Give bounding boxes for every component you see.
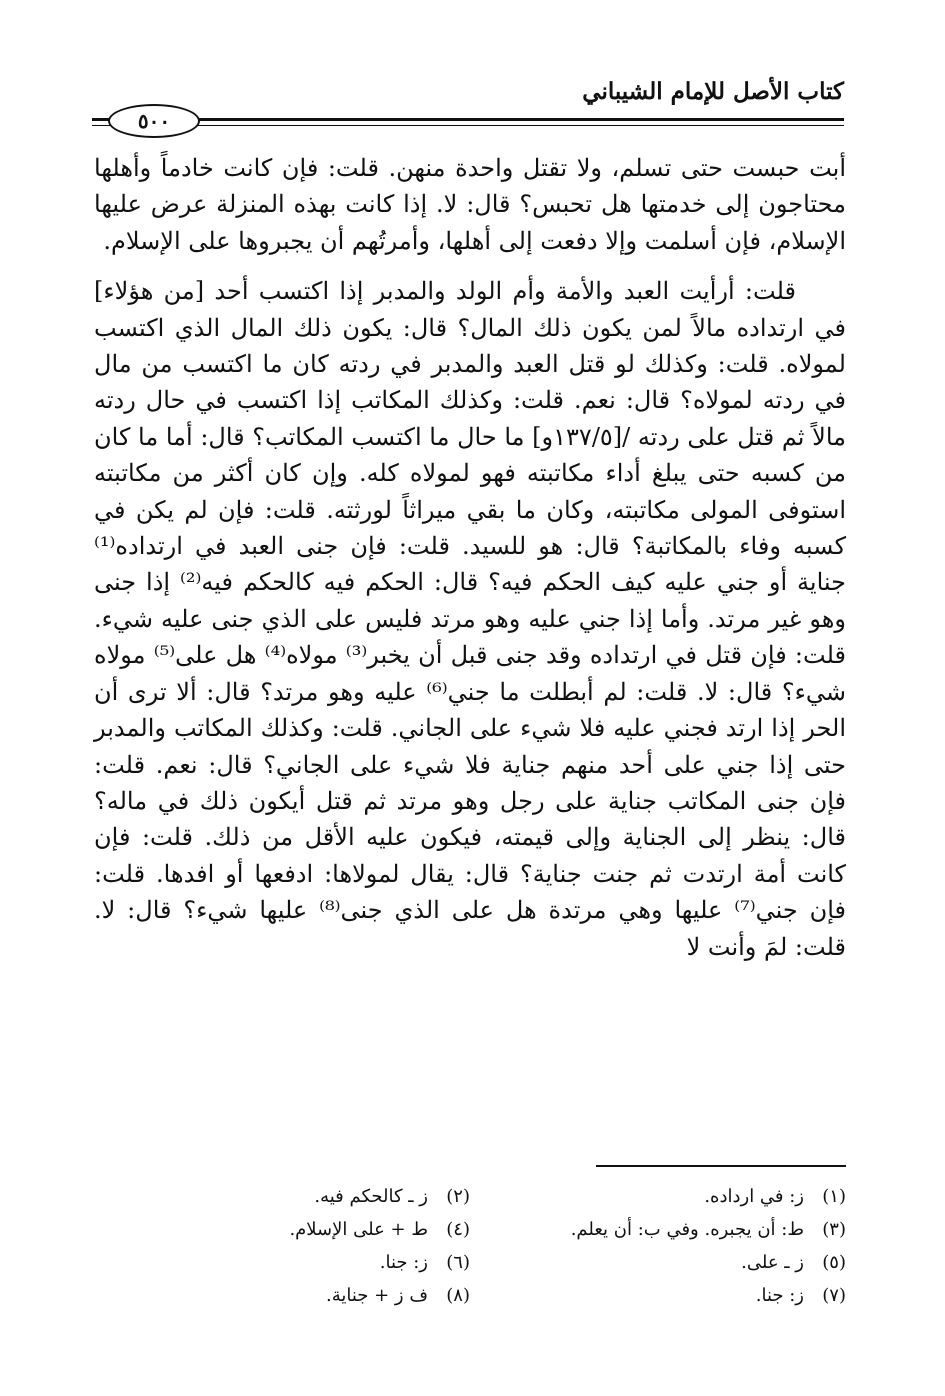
header-rule-thick [92, 118, 844, 121]
footnote-text: ز ـ كالحكم فيه. [314, 1186, 428, 1207]
footnote-number: (٦) [446, 1252, 470, 1273]
header-rule-thin [92, 125, 844, 126]
footnote-4 [170, 1213, 470, 1246]
footnote-text: ز: جنا. [379, 1252, 428, 1273]
paragraph-2: قلت: أرأيت العبد والأمة وأم الولد والمدبر إذا اكتسب أحد [من هؤلاء] في ارتداده مالاً لمن يكون ذلك المال؟ قال: يكون ذلك المال الذي اكتسب لمولاه. قلت: وكذلك لو قتل العبد والمدبر في ردته كان ما اكتسب من مال في ردته لمولاه؟ قال: نعم. قلت: وكذلك المكاتب إذا اكتسب في حال ردته مالاً ثم قتل على ردته /[١٣٧/٥و] ما حال ما اكتسب المكاتب؟ قال: أما ما كان من كسبه حتى يبلغ أداء مكاتبته فهو لمولاه كله. وإن كان أكثر من مكاتبته استوفى المولى مكاتبته، وكان ما بقي ميراثاً لورثته. قلت: فإن لم يكن في كسبه وفاء بالمكاتبة؟ قال: هو للسيد. قلت: فإن جنى العبد في ارتداده⁽¹⁾ جناية أو جني عليه كيف الحكم فيه؟ قال: الحكم فيه كالحكم فيه⁽²⁾ إذا جنى وهو غير مرتد. وأما إذا جني عليه وهو مرتد فليس على الذي جنى عليه شيء. قلت: فإن قتل في ارتداده وقد جنى قبل أن يخبر⁽³⁾ مولاه⁽⁴⁾ هل على⁽⁵⁾ مولاه شيء؟ قال: لا. قلت: لم أبطلت ما جني⁽⁶⁾ عليه وهو مرتد؟ قال: ألا ترى أن الحر إذا ارتد فجني عليه فلا شيء على الجاني. قلت: وكذلك المكاتب والمدبر حتى إذا جني على أحد منهم جناية فلا شيء على الجاني؟ قال: نعم. قلت: فإن جنى المكاتب جناية على رجل وهو مرتد ثم قتل أيكون ذلك في ماله؟ قال: ينظر إلى الجناية وإلى قيمته، فيكون عليه الأقل من ذلك. قلت: فإن كانت أمة ارتدت ثم جنت جناية؟ قال: يقال لمولاها: ادفعها أو افدها. قلت: فإن جني⁽⁷⁾ عليها وهي مرتدة هل على الذي جنى⁽⁸⁾ عليها شيء؟ قال: لا. قلت: لمَ وأنت لا [94, 277, 847, 961]
page-header [92, 78, 844, 133]
footnote-number: (٤) [446, 1219, 470, 1240]
footnote-text: ط + على الإسلام. [289, 1219, 428, 1240]
footnote-number: (١) [822, 1186, 846, 1207]
footnote-2 [170, 1180, 470, 1213]
paragraph-1: أبت حبست حتى تسلم، ولا تقتل واحدة منهن. قلت: فإن كانت خادماً وأهلها محتاجون إلى خدمتها هل تحبس؟ قال: لا. إذا كانت بهذه المنزلة عرض عليها الإسلام، فإن أسلمت وإلا دفعت إلى أهلها، وأمرتُهم أن يجبروها على الإسلام. [94, 154, 846, 255]
footnote-5 [506, 1246, 846, 1279]
main-text [94, 150, 846, 965]
footnote-text: ف ز + جناية. [325, 1285, 428, 1306]
footnote-7 [506, 1279, 846, 1312]
page-number: ٥٠٠ [108, 104, 200, 138]
footnote-number: (٧) [822, 1285, 846, 1306]
footnote-8 [170, 1279, 470, 1312]
footnote-1 [506, 1180, 846, 1213]
footnote-separator [596, 1165, 846, 1167]
footnote-3 [506, 1213, 846, 1246]
book-title: كتاب الأصل للإمام الشيباني [582, 78, 844, 105]
footnote-text: ز ـ على. [741, 1252, 804, 1273]
footnote-text: ز: في ارداده. [704, 1186, 804, 1207]
footnotes-left-column [170, 1180, 470, 1312]
footnote-6 [170, 1246, 470, 1279]
footnote-text: ز: جنا. [755, 1285, 804, 1306]
footnote-number: (٢) [446, 1186, 470, 1207]
footnote-text: ط: أن يجبره. وفي ب: أن يعلم. [570, 1219, 804, 1240]
footnotes-right-column [506, 1180, 846, 1312]
footnote-number: (٣) [822, 1219, 846, 1240]
footnote-number: (٥) [822, 1252, 846, 1273]
footnote-number: (٨) [446, 1285, 470, 1306]
